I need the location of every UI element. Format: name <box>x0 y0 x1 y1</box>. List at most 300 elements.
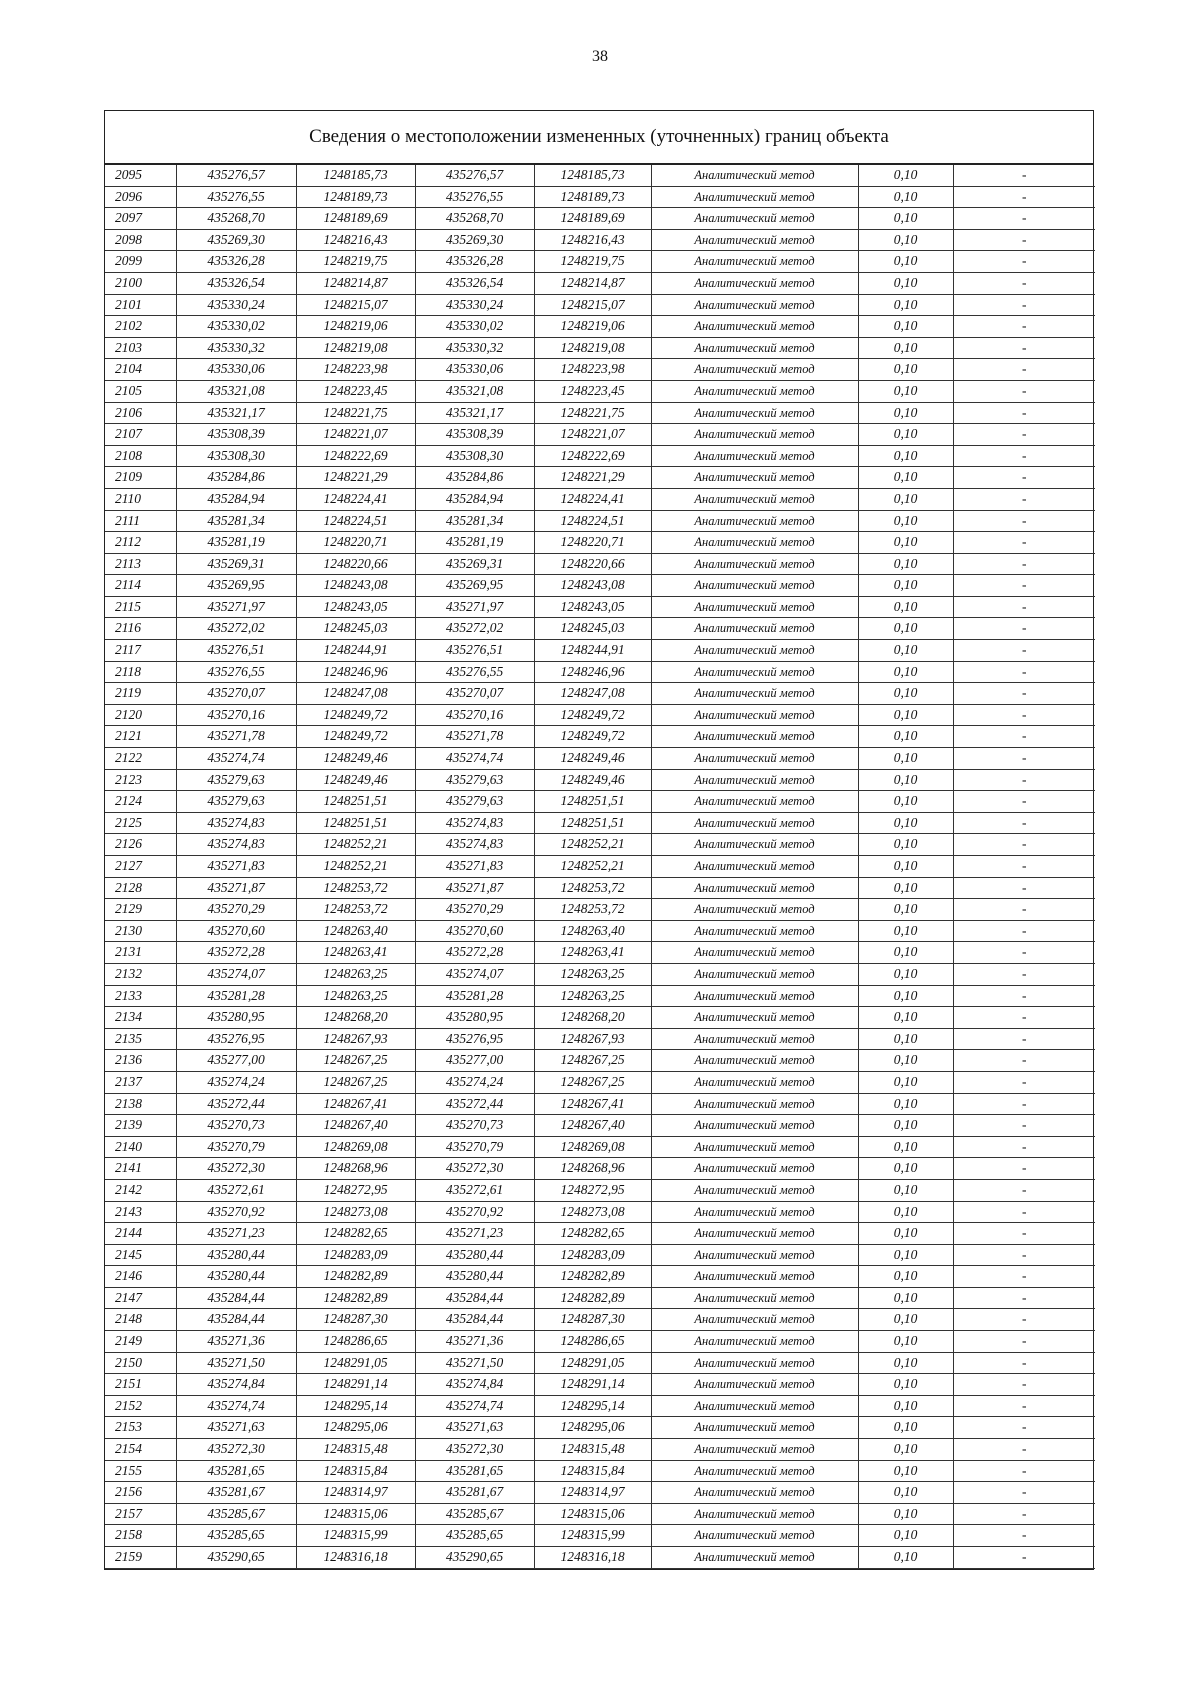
x-existing-cell: 435290,65 <box>176 1547 296 1569</box>
y-existing-cell: 1248222,69 <box>296 445 415 467</box>
accuracy-cell: 0,10 <box>858 1460 953 1482</box>
table-row <box>105 1050 1095 1072</box>
description-cell: - <box>953 748 1095 770</box>
x-existing-cell: 435280,44 <box>176 1266 296 1288</box>
method-cell: Аналитический метод <box>651 1201 858 1223</box>
table-row <box>105 834 1095 856</box>
table-row <box>105 963 1095 985</box>
y-new-cell: 1248251,51 <box>534 812 651 834</box>
y-new-cell: 1248315,99 <box>534 1525 651 1547</box>
method-cell: Аналитический метод <box>651 1395 858 1417</box>
method-cell: Аналитический метод <box>651 294 858 316</box>
description-cell: - <box>953 424 1095 446</box>
point-number-cell: 2151 <box>105 1374 176 1396</box>
x-new-cell: 435274,84 <box>415 1374 534 1396</box>
table-row <box>105 1503 1095 1525</box>
table-row <box>105 985 1095 1007</box>
accuracy-cell: 0,10 <box>858 791 953 813</box>
x-existing-cell: 435274,84 <box>176 1374 296 1396</box>
point-number-cell: 2113 <box>105 553 176 575</box>
description-cell: - <box>953 1007 1095 1029</box>
x-existing-cell: 435284,44 <box>176 1287 296 1309</box>
point-number-cell: 2103 <box>105 337 176 359</box>
y-existing-cell: 1248267,41 <box>296 1093 415 1115</box>
y-new-cell: 1248244,91 <box>534 640 651 662</box>
y-new-cell: 1248291,05 <box>534 1352 651 1374</box>
point-number-cell: 2124 <box>105 791 176 813</box>
description-cell: - <box>953 186 1095 208</box>
x-existing-cell: 435280,95 <box>176 1007 296 1029</box>
description-cell: - <box>953 791 1095 813</box>
x-existing-cell: 435276,55 <box>176 186 296 208</box>
point-number-cell: 2154 <box>105 1439 176 1461</box>
x-existing-cell: 435330,02 <box>176 316 296 338</box>
accuracy-cell: 0,10 <box>858 942 953 964</box>
table-row <box>105 618 1095 640</box>
accuracy-cell: 0,10 <box>858 510 953 532</box>
method-cell: Аналитический метод <box>651 1547 858 1569</box>
y-new-cell: 1248295,06 <box>534 1417 651 1439</box>
x-existing-cell: 435281,65 <box>176 1460 296 1482</box>
x-new-cell: 435280,44 <box>415 1244 534 1266</box>
x-existing-cell: 435276,57 <box>176 165 296 186</box>
accuracy-cell: 0,10 <box>858 1179 953 1201</box>
method-cell: Аналитический метод <box>651 272 858 294</box>
point-number-cell: 2132 <box>105 963 176 985</box>
table-row <box>105 229 1095 251</box>
x-existing-cell: 435281,67 <box>176 1482 296 1504</box>
table-row <box>105 899 1095 921</box>
description-cell: - <box>953 165 1095 186</box>
accuracy-cell: 0,10 <box>858 856 953 878</box>
y-existing-cell: 1248249,46 <box>296 748 415 770</box>
x-new-cell: 435308,30 <box>415 445 534 467</box>
y-new-cell: 1248268,20 <box>534 1007 651 1029</box>
description-cell: - <box>953 942 1095 964</box>
point-number-cell: 2156 <box>105 1482 176 1504</box>
method-cell: Аналитический метод <box>651 337 858 359</box>
description-cell: - <box>953 640 1095 662</box>
description-cell: - <box>953 488 1095 510</box>
x-existing-cell: 435271,87 <box>176 877 296 899</box>
y-existing-cell: 1248219,06 <box>296 316 415 338</box>
table-row <box>105 1115 1095 1137</box>
table-row <box>105 1395 1095 1417</box>
point-number-cell: 2096 <box>105 186 176 208</box>
accuracy-cell: 0,10 <box>858 596 953 618</box>
table-row <box>105 1266 1095 1288</box>
point-number-cell: 2140 <box>105 1136 176 1158</box>
description-cell: - <box>953 899 1095 921</box>
method-cell: Аналитический метод <box>651 208 858 230</box>
method-cell: Аналитический метод <box>651 1309 858 1331</box>
point-number-cell: 2127 <box>105 856 176 878</box>
x-new-cell: 435271,23 <box>415 1223 534 1245</box>
y-existing-cell: 1248221,29 <box>296 467 415 489</box>
accuracy-cell: 0,10 <box>858 575 953 597</box>
y-existing-cell: 1248251,51 <box>296 791 415 813</box>
y-new-cell: 1248283,09 <box>534 1244 651 1266</box>
description-cell: - <box>953 1201 1095 1223</box>
x-new-cell: 435271,63 <box>415 1417 534 1439</box>
description-cell: - <box>953 553 1095 575</box>
accuracy-cell: 0,10 <box>858 186 953 208</box>
y-new-cell: 1248215,07 <box>534 294 651 316</box>
x-existing-cell: 435270,07 <box>176 683 296 705</box>
x-new-cell: 435272,61 <box>415 1179 534 1201</box>
y-existing-cell: 1248291,14 <box>296 1374 415 1396</box>
table-row <box>105 359 1095 381</box>
point-number-cell: 2120 <box>105 704 176 726</box>
accuracy-cell: 0,10 <box>858 1352 953 1374</box>
x-new-cell: 435269,95 <box>415 575 534 597</box>
description-cell: - <box>953 1503 1095 1525</box>
x-new-cell: 435321,08 <box>415 380 534 402</box>
y-existing-cell: 1248247,08 <box>296 683 415 705</box>
x-existing-cell: 435308,30 <box>176 445 296 467</box>
point-number-cell: 2138 <box>105 1093 176 1115</box>
point-number-cell: 2115 <box>105 596 176 618</box>
y-new-cell: 1248245,03 <box>534 618 651 640</box>
accuracy-cell: 0,10 <box>858 1115 953 1137</box>
x-new-cell: 435274,83 <box>415 834 534 856</box>
x-new-cell: 435272,30 <box>415 1158 534 1180</box>
table-row <box>105 661 1095 683</box>
point-number-cell: 2104 <box>105 359 176 381</box>
point-number-cell: 2136 <box>105 1050 176 1072</box>
x-existing-cell: 435274,24 <box>176 1071 296 1093</box>
x-new-cell: 435276,51 <box>415 640 534 662</box>
description-cell: - <box>953 272 1095 294</box>
method-cell: Аналитический метод <box>651 1503 858 1525</box>
x-existing-cell: 435308,39 <box>176 424 296 446</box>
description-cell: - <box>953 1179 1095 1201</box>
method-cell: Аналитический метод <box>651 1244 858 1266</box>
y-new-cell: 1248253,72 <box>534 877 651 899</box>
y-existing-cell: 1248243,08 <box>296 575 415 597</box>
x-existing-cell: 435270,79 <box>176 1136 296 1158</box>
method-cell: Аналитический метод <box>651 359 858 381</box>
y-existing-cell: 1248267,25 <box>296 1071 415 1093</box>
method-cell: Аналитический метод <box>651 877 858 899</box>
accuracy-cell: 0,10 <box>858 1028 953 1050</box>
y-new-cell: 1248287,30 <box>534 1309 651 1331</box>
x-new-cell: 435270,07 <box>415 683 534 705</box>
description-cell: - <box>953 1050 1095 1072</box>
description-cell: - <box>953 467 1095 489</box>
method-cell: Аналитический метод <box>651 380 858 402</box>
x-existing-cell: 435284,44 <box>176 1309 296 1331</box>
point-number-cell: 2143 <box>105 1201 176 1223</box>
x-new-cell: 435276,57 <box>415 165 534 186</box>
x-new-cell: 435272,28 <box>415 942 534 964</box>
method-cell: Аналитический метод <box>651 1374 858 1396</box>
x-existing-cell: 435321,08 <box>176 380 296 402</box>
point-number-cell: 2122 <box>105 748 176 770</box>
accuracy-cell: 0,10 <box>858 1050 953 1072</box>
description-cell: - <box>953 769 1095 791</box>
point-number-cell: 2101 <box>105 294 176 316</box>
y-new-cell: 1248243,08 <box>534 575 651 597</box>
y-existing-cell: 1248316,18 <box>296 1547 415 1569</box>
method-cell: Аналитический метод <box>651 899 858 921</box>
table-row <box>105 1287 1095 1309</box>
x-new-cell: 435271,87 <box>415 877 534 899</box>
table-row <box>105 272 1095 294</box>
y-existing-cell: 1248251,51 <box>296 812 415 834</box>
y-new-cell: 1248246,96 <box>534 661 651 683</box>
accuracy-cell: 0,10 <box>858 1287 953 1309</box>
x-new-cell: 435272,44 <box>415 1093 534 1115</box>
y-new-cell: 1248223,45 <box>534 380 651 402</box>
table-row <box>105 1007 1095 1029</box>
method-cell: Аналитический метод <box>651 856 858 878</box>
point-number-cell: 2105 <box>105 380 176 402</box>
table-row <box>105 920 1095 942</box>
y-new-cell: 1248185,73 <box>534 165 651 186</box>
x-existing-cell: 435274,83 <box>176 812 296 834</box>
x-existing-cell: 435271,78 <box>176 726 296 748</box>
y-new-cell: 1248214,87 <box>534 272 651 294</box>
method-cell: Аналитический метод <box>651 1331 858 1353</box>
y-new-cell: 1248263,40 <box>534 920 651 942</box>
accuracy-cell: 0,10 <box>858 899 953 921</box>
point-number-cell: 2128 <box>105 877 176 899</box>
table-row <box>105 532 1095 554</box>
description-cell: - <box>953 251 1095 273</box>
x-new-cell: 435271,50 <box>415 1352 534 1374</box>
point-number-cell: 2116 <box>105 618 176 640</box>
table-row <box>105 1309 1095 1331</box>
description-cell: - <box>953 532 1095 554</box>
table-row <box>105 1547 1095 1569</box>
accuracy-cell: 0,10 <box>858 1136 953 1158</box>
point-number-cell: 2137 <box>105 1071 176 1093</box>
accuracy-cell: 0,10 <box>858 380 953 402</box>
point-number-cell: 2121 <box>105 726 176 748</box>
y-existing-cell: 1248263,40 <box>296 920 415 942</box>
y-new-cell: 1248189,73 <box>534 186 651 208</box>
table-row <box>105 1460 1095 1482</box>
y-new-cell: 1248252,21 <box>534 856 651 878</box>
y-existing-cell: 1248282,89 <box>296 1287 415 1309</box>
table-row <box>105 1352 1095 1374</box>
accuracy-cell: 0,10 <box>858 1374 953 1396</box>
point-number-cell: 2112 <box>105 532 176 554</box>
page-number: 38 <box>592 48 608 65</box>
method-cell: Аналитический метод <box>651 1417 858 1439</box>
x-existing-cell: 435280,44 <box>176 1244 296 1266</box>
description-cell: - <box>953 1244 1095 1266</box>
y-existing-cell: 1248252,21 <box>296 834 415 856</box>
method-cell: Аналитический метод <box>651 402 858 424</box>
table-row <box>105 1028 1095 1050</box>
method-cell: Аналитический метод <box>651 661 858 683</box>
y-new-cell: 1248249,72 <box>534 726 651 748</box>
accuracy-cell: 0,10 <box>858 683 953 705</box>
x-existing-cell: 435277,00 <box>176 1050 296 1072</box>
accuracy-cell: 0,10 <box>858 165 953 186</box>
method-cell: Аналитический метод <box>651 704 858 726</box>
x-new-cell: 435281,67 <box>415 1482 534 1504</box>
y-new-cell: 1248267,25 <box>534 1071 651 1093</box>
accuracy-cell: 0,10 <box>858 229 953 251</box>
accuracy-cell: 0,10 <box>858 1547 953 1569</box>
y-existing-cell: 1248249,72 <box>296 726 415 748</box>
method-cell: Аналитический метод <box>651 575 858 597</box>
y-existing-cell: 1248245,03 <box>296 618 415 640</box>
point-number-cell: 2159 <box>105 1547 176 1569</box>
accuracy-cell: 0,10 <box>858 1223 953 1245</box>
accuracy-cell: 0,10 <box>858 1201 953 1223</box>
accuracy-cell: 0,10 <box>858 661 953 683</box>
y-new-cell: 1248249,46 <box>534 748 651 770</box>
x-existing-cell: 435274,07 <box>176 963 296 985</box>
x-new-cell: 435268,70 <box>415 208 534 230</box>
y-new-cell: 1248224,51 <box>534 510 651 532</box>
y-existing-cell: 1248291,05 <box>296 1352 415 1374</box>
accuracy-cell: 0,10 <box>858 1244 953 1266</box>
x-new-cell: 435270,60 <box>415 920 534 942</box>
accuracy-cell: 0,10 <box>858 834 953 856</box>
x-existing-cell: 435330,06 <box>176 359 296 381</box>
description-cell: - <box>953 380 1095 402</box>
x-existing-cell: 435270,29 <box>176 899 296 921</box>
table-row <box>105 1136 1095 1158</box>
y-existing-cell: 1248244,91 <box>296 640 415 662</box>
table-row <box>105 1071 1095 1093</box>
table-row <box>105 1223 1095 1245</box>
accuracy-cell: 0,10 <box>858 1439 953 1461</box>
x-new-cell: 435281,28 <box>415 985 534 1007</box>
table-row <box>105 769 1095 791</box>
point-number-cell: 2095 <box>105 165 176 186</box>
point-number-cell: 2111 <box>105 510 176 532</box>
table-row <box>105 1244 1095 1266</box>
y-existing-cell: 1248269,08 <box>296 1136 415 1158</box>
x-existing-cell: 435270,92 <box>176 1201 296 1223</box>
y-new-cell: 1248282,89 <box>534 1287 651 1309</box>
point-number-cell: 2123 <box>105 769 176 791</box>
accuracy-cell: 0,10 <box>858 553 953 575</box>
x-existing-cell: 435285,67 <box>176 1503 296 1525</box>
accuracy-cell: 0,10 <box>858 402 953 424</box>
description-cell: - <box>953 920 1095 942</box>
method-cell: Аналитический метод <box>651 683 858 705</box>
method-cell: Аналитический метод <box>651 985 858 1007</box>
accuracy-cell: 0,10 <box>858 1482 953 1504</box>
method-cell: Аналитический метод <box>651 1028 858 1050</box>
method-cell: Аналитический метод <box>651 532 858 554</box>
table-row <box>105 208 1095 230</box>
y-existing-cell: 1248215,07 <box>296 294 415 316</box>
accuracy-cell: 0,10 <box>858 272 953 294</box>
y-existing-cell: 1248315,99 <box>296 1525 415 1547</box>
x-new-cell: 435274,74 <box>415 748 534 770</box>
description-cell: - <box>953 1482 1095 1504</box>
accuracy-cell: 0,10 <box>858 877 953 899</box>
x-new-cell: 435271,36 <box>415 1331 534 1353</box>
accuracy-cell: 0,10 <box>858 488 953 510</box>
y-new-cell: 1248267,25 <box>534 1050 651 1072</box>
y-existing-cell: 1248249,72 <box>296 704 415 726</box>
y-new-cell: 1248269,08 <box>534 1136 651 1158</box>
table-row <box>105 640 1095 662</box>
method-cell: Аналитический метод <box>651 229 858 251</box>
point-number-cell: 2129 <box>105 899 176 921</box>
x-existing-cell: 435330,32 <box>176 337 296 359</box>
x-new-cell: 435290,65 <box>415 1547 534 1569</box>
description-cell: - <box>953 1071 1095 1093</box>
y-new-cell: 1248251,51 <box>534 791 651 813</box>
x-existing-cell: 435270,60 <box>176 920 296 942</box>
method-cell: Аналитический метод <box>651 316 858 338</box>
y-existing-cell: 1248224,51 <box>296 510 415 532</box>
point-number-cell: 2141 <box>105 1158 176 1180</box>
x-new-cell: 435285,67 <box>415 1503 534 1525</box>
accuracy-cell: 0,10 <box>858 1158 953 1180</box>
y-existing-cell: 1248221,75 <box>296 402 415 424</box>
point-number-cell: 2135 <box>105 1028 176 1050</box>
point-number-cell: 2126 <box>105 834 176 856</box>
description-cell: - <box>953 661 1095 683</box>
y-existing-cell: 1248282,65 <box>296 1223 415 1245</box>
accuracy-cell: 0,10 <box>858 1007 953 1029</box>
table-row <box>105 1179 1095 1201</box>
accuracy-cell: 0,10 <box>858 985 953 1007</box>
table-row <box>105 704 1095 726</box>
y-existing-cell: 1248224,41 <box>296 488 415 510</box>
y-existing-cell: 1248219,08 <box>296 337 415 359</box>
description-cell: - <box>953 510 1095 532</box>
x-existing-cell: 435272,02 <box>176 618 296 640</box>
method-cell: Аналитический метод <box>651 186 858 208</box>
table-row <box>105 380 1095 402</box>
accuracy-cell: 0,10 <box>858 316 953 338</box>
point-number-cell: 2134 <box>105 1007 176 1029</box>
x-new-cell: 435280,44 <box>415 1266 534 1288</box>
method-cell: Аналитический метод <box>651 1179 858 1201</box>
y-existing-cell: 1248283,09 <box>296 1244 415 1266</box>
x-existing-cell: 435269,30 <box>176 229 296 251</box>
y-existing-cell: 1248295,06 <box>296 1417 415 1439</box>
y-existing-cell: 1248252,21 <box>296 856 415 878</box>
y-existing-cell: 1248263,25 <box>296 985 415 1007</box>
accuracy-cell: 0,10 <box>858 769 953 791</box>
method-cell: Аналитический метод <box>651 1093 858 1115</box>
description-cell: - <box>953 1115 1095 1137</box>
description-cell: - <box>953 726 1095 748</box>
description-cell: - <box>953 1525 1095 1547</box>
x-new-cell: 435272,30 <box>415 1439 534 1461</box>
description-cell: - <box>953 1266 1095 1288</box>
x-existing-cell: 435272,44 <box>176 1093 296 1115</box>
y-new-cell: 1248314,97 <box>534 1482 651 1504</box>
x-existing-cell: 435285,65 <box>176 1525 296 1547</box>
x-new-cell: 435284,94 <box>415 488 534 510</box>
x-new-cell: 435270,92 <box>415 1201 534 1223</box>
y-existing-cell: 1248315,84 <box>296 1460 415 1482</box>
table-row <box>105 1158 1095 1180</box>
x-existing-cell: 435281,28 <box>176 985 296 1007</box>
x-existing-cell: 435276,55 <box>176 661 296 683</box>
y-existing-cell: 1248246,96 <box>296 661 415 683</box>
point-number-cell: 2106 <box>105 402 176 424</box>
description-cell: - <box>953 1417 1095 1439</box>
point-number-cell: 2114 <box>105 575 176 597</box>
description-cell: - <box>953 596 1095 618</box>
y-new-cell: 1248315,06 <box>534 1503 651 1525</box>
